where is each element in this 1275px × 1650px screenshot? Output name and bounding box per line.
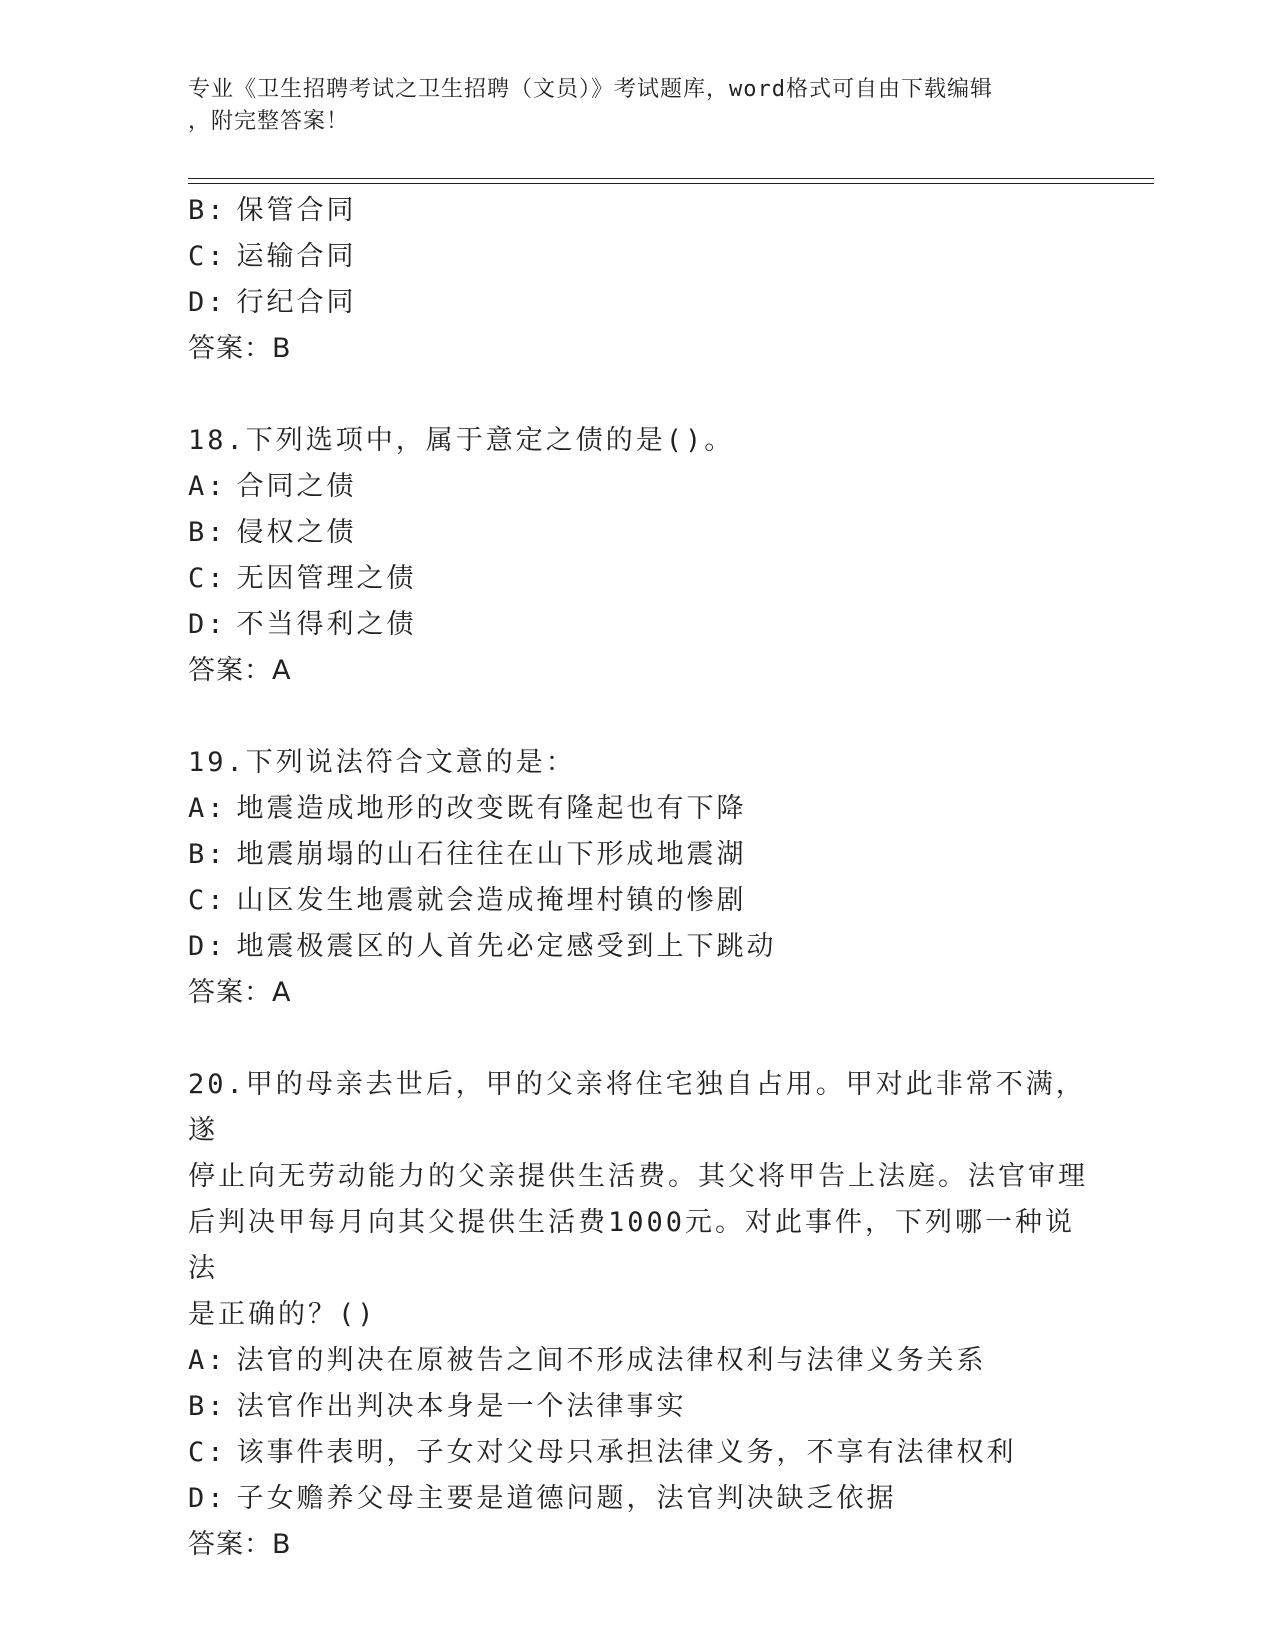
option-text: 行纪合同 [236, 287, 357, 318]
option-text: 无因管理之债 [236, 563, 417, 594]
question-content [188, 188, 1088, 1568]
answer-line: 答案：A [188, 977, 292, 1008]
option-label: D: [188, 609, 227, 640]
option-label: A: [188, 1345, 227, 1376]
option-label: C: [188, 1437, 227, 1468]
option-c [188, 556, 1088, 602]
option-label: C: [188, 885, 227, 916]
option-text: 地震造成地形的改变既有隆起也有下降 [236, 793, 747, 824]
option-d [188, 280, 1088, 326]
option-b [188, 1384, 1088, 1430]
option-text: 山区发生地震就会造成掩埋村镇的惨剧 [236, 885, 747, 916]
header-divider-bottom [188, 183, 1154, 184]
option-d [188, 924, 1088, 970]
option-b [188, 832, 1088, 878]
option-a [188, 464, 1088, 510]
option-b [188, 510, 1088, 556]
option-text: 合同之债 [236, 471, 357, 502]
option-label: B: [188, 839, 227, 870]
question-18 [188, 418, 1088, 694]
header-line-1: 专业《卫生招聘考试之卫生招聘（文员）》考试题库，word格式可自由下载编辑 [188, 77, 993, 102]
option-label: D: [188, 1483, 227, 1514]
option-text: 保管合同 [236, 195, 357, 226]
question-stem-line: 停止向无劳动能力的父亲提供生活费。其父将甲告上法庭。法官审理 [188, 1161, 1088, 1192]
option-c [188, 878, 1088, 924]
option-text: 法官的判决在原被告之间不形成法律权利与法律义务关系 [236, 1345, 987, 1376]
option-label: D: [188, 931, 227, 962]
option-label: B: [188, 517, 227, 548]
option-text: 该事件表明，子女对父母只承担法律义务，不享有法律权利 [236, 1437, 1017, 1468]
option-label: B: [188, 195, 227, 226]
option-c [188, 234, 1088, 280]
option-text: 法官作出判决本身是一个法律事实 [236, 1391, 687, 1422]
question-19 [188, 740, 1088, 1016]
question-stem: 18.下列选项中，属于意定之债的是()。 [188, 425, 735, 456]
question-stem-line: 是正确的？() [188, 1299, 377, 1330]
option-a [188, 786, 1088, 832]
answer-line: 答案：A [188, 655, 292, 686]
option-a [188, 1338, 1088, 1384]
option-label: D: [188, 287, 227, 318]
question-stem-line: 后判决甲每月向其父提供生活费1000元。对此事件，下列哪一种说法 [188, 1207, 1076, 1284]
answer-line: 答案：B [188, 333, 292, 364]
document-header [188, 74, 1068, 138]
option-b [188, 188, 1088, 234]
question-stem: 19.下列说法符合文意的是： [188, 747, 576, 778]
option-label: B: [188, 1391, 227, 1422]
option-text: 地震崩塌的山石往往在山下形成地震湖 [236, 839, 747, 870]
option-d [188, 1476, 1088, 1522]
option-label: C: [188, 241, 227, 272]
question-20 [188, 1062, 1088, 1568]
option-text: 地震极震区的人首先必定感受到上下跳动 [236, 931, 777, 962]
answer-line: 答案：B [188, 1529, 292, 1560]
option-d [188, 602, 1088, 648]
option-text: 运输合同 [236, 241, 357, 272]
question-17-tail [188, 188, 1088, 372]
header-divider-top [188, 178, 1154, 179]
option-c [188, 1430, 1088, 1476]
question-stem-line: 20.甲的母亲去世后，甲的父亲将住宅独自占用。甲对此非常不满，遂 [188, 1069, 1086, 1146]
option-text: 子女赡养父母主要是道德问题，法官判决缺乏依据 [236, 1483, 897, 1514]
header-line-2: ，附完整答案！ [188, 109, 350, 134]
option-label: A: [188, 471, 227, 502]
option-text: 不当得利之债 [236, 609, 417, 640]
option-label: C: [188, 563, 227, 594]
option-text: 侵权之债 [236, 517, 357, 548]
option-label: A: [188, 793, 227, 824]
